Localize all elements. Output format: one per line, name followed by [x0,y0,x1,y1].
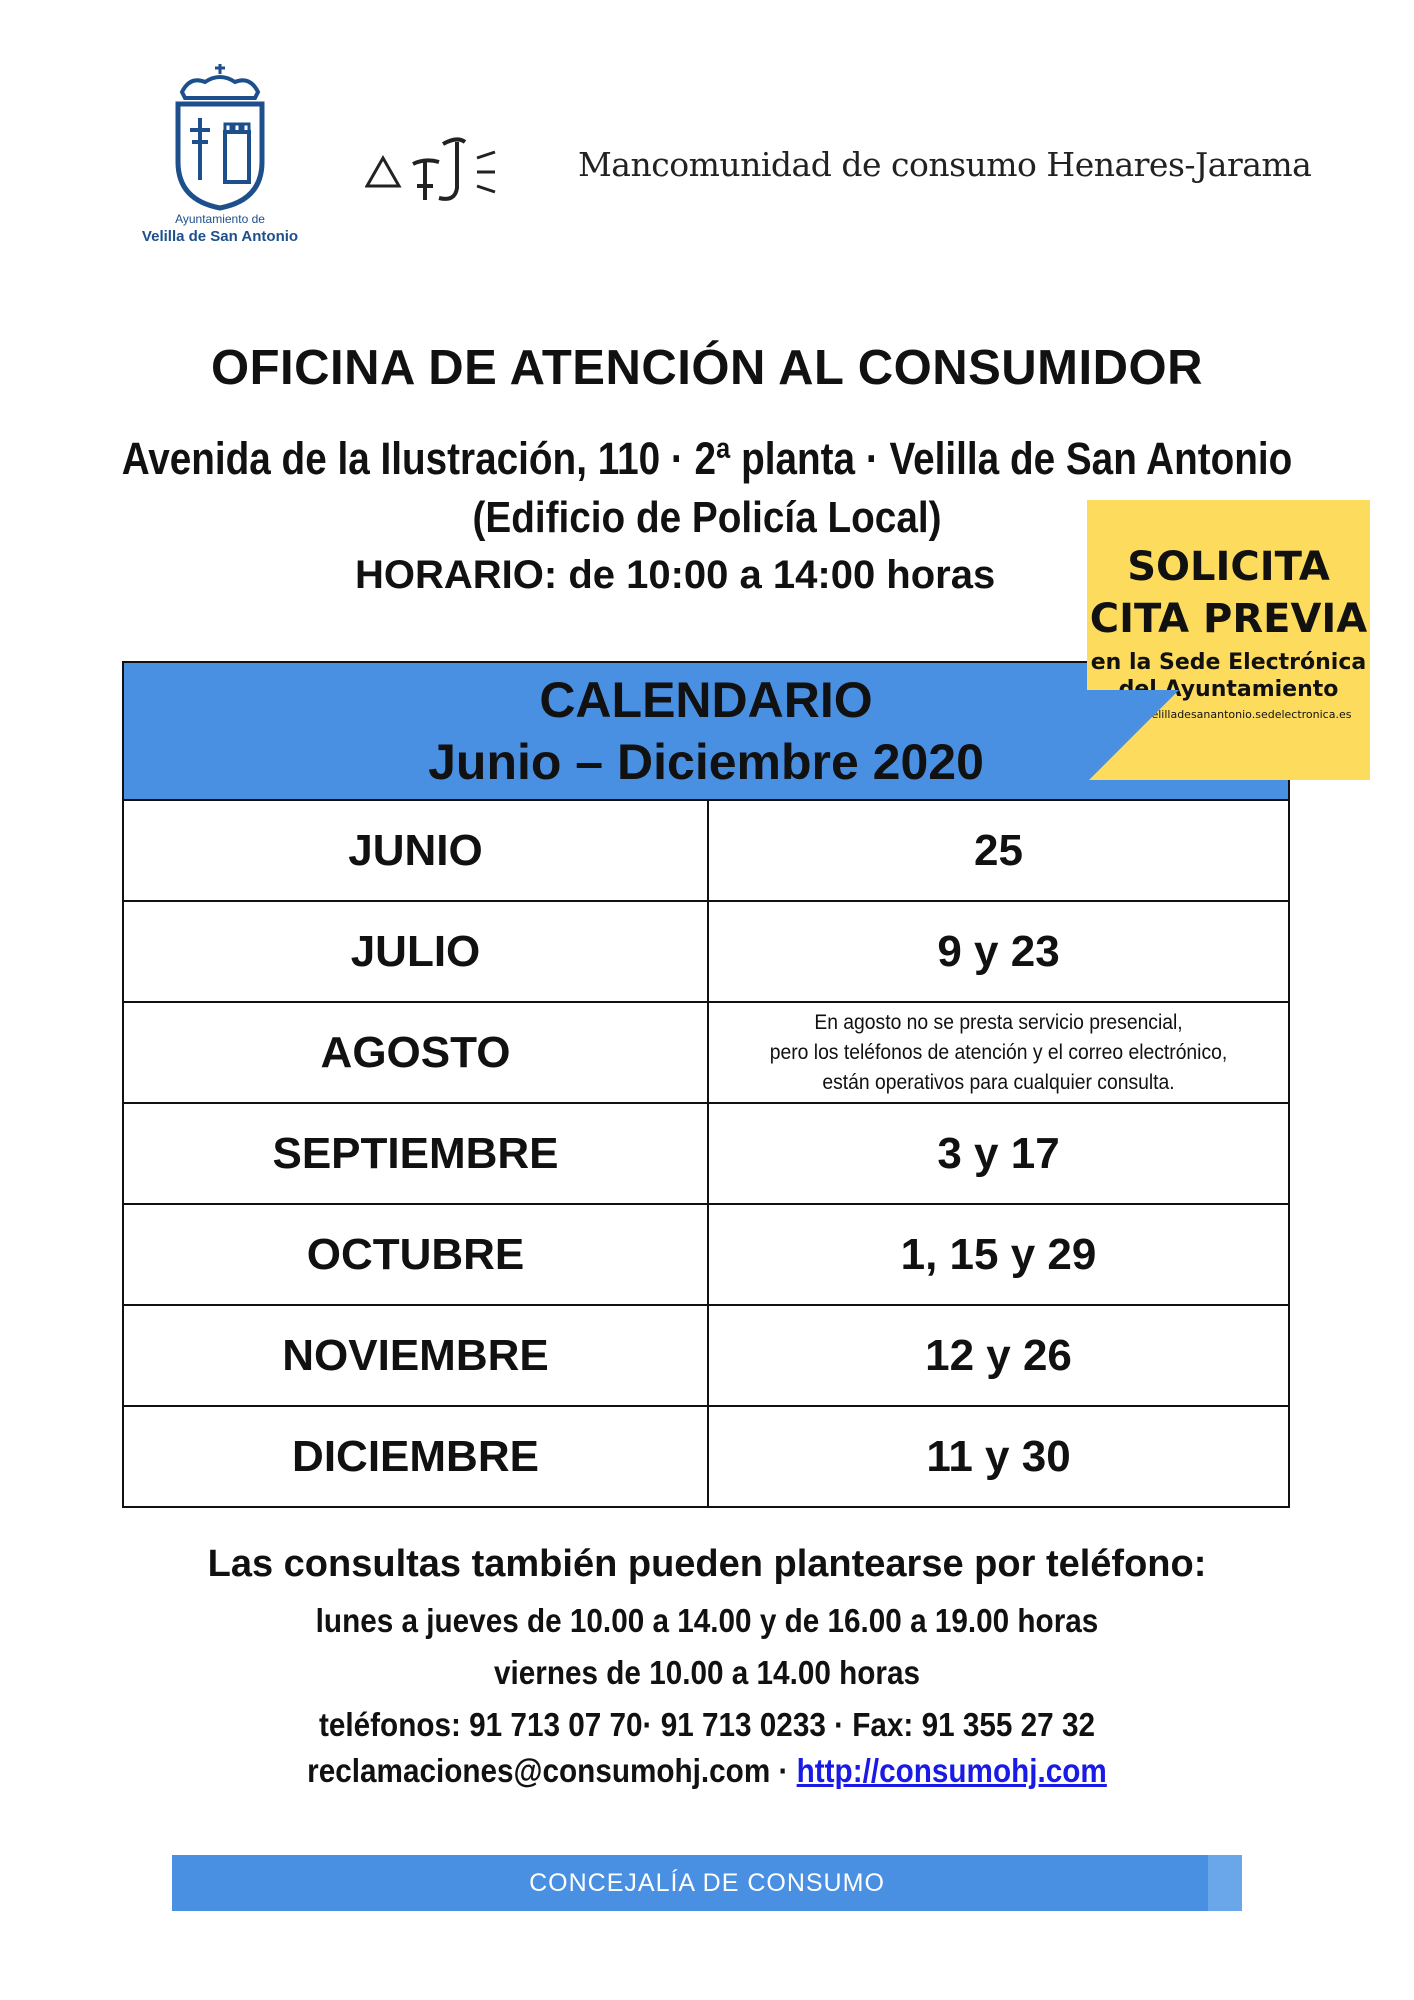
table-row [124,1003,1288,1104]
august-note-line1: En agosto no se presta servicio presencial, [814,1010,1183,1034]
month-cell: JULIO [124,902,709,1001]
email-link[interactable]: reclamaciones@consumohj.com [307,1752,771,1789]
footer-bar-shade [1208,1855,1242,1911]
table-row [124,1104,1288,1205]
month-cell: NOVIEMBRE [124,1306,709,1405]
appointment-line4: del Ayuntamiento [1118,677,1339,702]
table-row [124,1407,1288,1506]
dates-cell: 12 y 26 [925,1330,1072,1380]
appointment-line3: en la Sede Electrónica [1090,650,1367,675]
appointment-line1: SOLICITA [1127,544,1330,590]
month-cell: AGOSTO [124,1003,709,1102]
office-schedule: HORARIO: de 10:00 a 14:00 horas [355,553,996,597]
town-coat-of-arms-logo [170,62,270,212]
table-row [124,1306,1288,1407]
calendar-title: CALENDARIO [539,672,873,728]
calendar-table [122,661,1290,1508]
dates-cell: 25 [974,825,1023,875]
month-cell: DICIEMBRE [124,1407,709,1506]
friday-hours: viernes de 10.00 a 14.00 horas [494,1654,920,1691]
dates-cell: 11 y 30 [926,1431,1071,1481]
phone-numbers: teléfonos: 91 713 07 70· 91 713 0233 · Fax: 91 355 27 32 [318,1706,1095,1743]
footer-label: CONCEJALÍA DE CONSUMO [529,1868,885,1897]
town-caption-line2: Velilla de San Antonio [141,228,299,245]
website-link[interactable]: http://consumohj.com [796,1752,1107,1789]
contact-line [71,1752,1344,1790]
table-row [124,801,1288,902]
calendar-range: Junio – Diciembre 2020 [428,734,984,790]
month-cell: SEPTIEMBRE [124,1104,709,1203]
month-cell: JUNIO [124,801,709,900]
contact-separator: · [770,1752,797,1789]
table-row [124,1205,1288,1306]
appointment-line2: CITA PREVIA [1089,596,1368,642]
appointment-url[interactable]: https://velilladesanantonio.sedelectronica.es [1105,708,1352,721]
phone-intro: Las consultas también pueden plantearse por teléfono: [207,1543,1207,1585]
august-note-line2: pero los teléfonos de atención y el correo electrónico, [769,1040,1228,1064]
office-address: Avenida de la Ilustración, 110 · 2ª planta · Velilla de San Antonio [121,433,1293,484]
dates-cell: 3 y 17 [937,1128,1060,1178]
table-row [124,902,1288,1003]
town-caption-line1: Ayuntamiento de [175,212,265,226]
mancomunidad-name: Mancomunidad de consumo Henares-Jarama [578,145,1312,184]
month-cell: OCTUBRE [124,1205,709,1304]
weekday-hours: lunes a jueves de 10.00 a 14.00 y de 16.00 a 19.00 horas [315,1602,1099,1639]
dates-cell: 1, 15 y 29 [900,1229,1097,1279]
page-title: OFICINA DE ATENCIÓN AL CONSUMIDOR [211,341,1203,395]
henares-jarama-logo [365,128,525,208]
building-name: (Edificio de Policía Local) [472,493,942,542]
sticker-fold-corner [1087,690,1179,782]
footer-bar [172,1855,1242,1911]
august-note-cell [732,1003,1265,1102]
august-note-line3: están operativos para cualquier consulta. [822,1070,1175,1094]
dates-cell: 9 y 23 [937,926,1060,976]
